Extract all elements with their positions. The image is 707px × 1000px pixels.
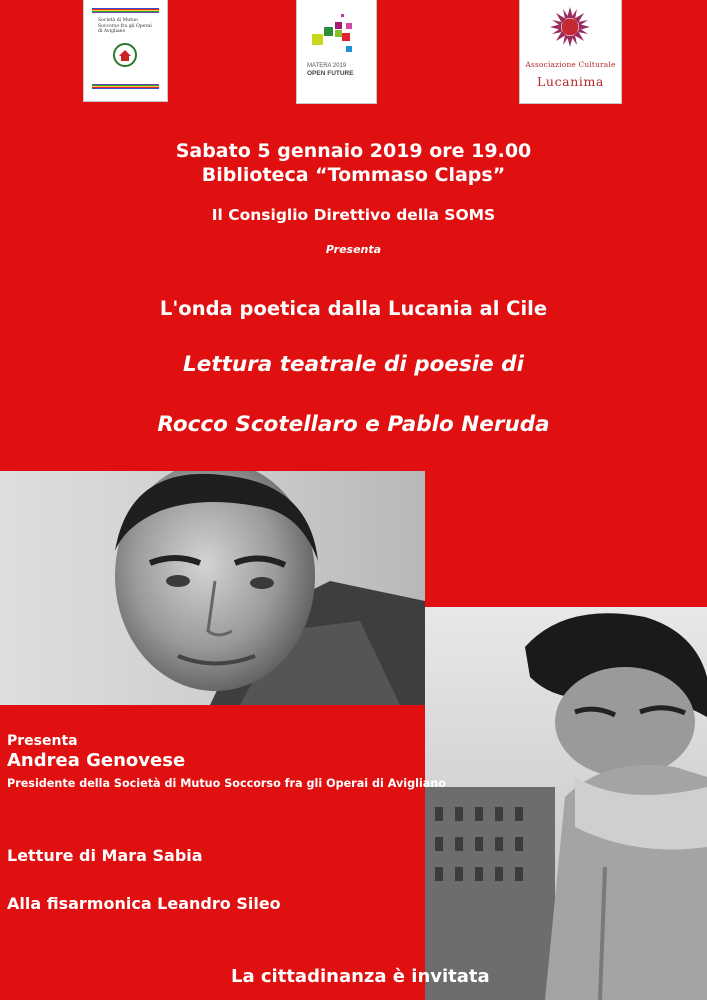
soms-logo xyxy=(84,0,167,101)
invitation-line: La cittadinanza è invitata xyxy=(231,966,490,987)
event-poets: Rocco Scotellaro e Pablo Neruda xyxy=(157,412,550,437)
scotellaro-portrait-image xyxy=(0,471,425,705)
neruda-photo xyxy=(425,607,707,1000)
soms-emblem-icon xyxy=(112,42,138,68)
presents-label: Presenta xyxy=(7,733,78,749)
host-role: Presidente della Società di Mutuo Soccorso fra gli Operai di Avigliano xyxy=(7,777,446,790)
neruda-portrait-image xyxy=(425,607,707,1000)
event-date: Sabato 5 gennaio 2019 ore 19.00 xyxy=(175,140,532,162)
lucanima-line-2: Lucanima xyxy=(537,74,604,89)
matera-line-1: MATERA 2019 xyxy=(307,63,347,69)
host-name: Andrea Genovese xyxy=(7,750,186,771)
scotellaro-photo xyxy=(0,471,425,705)
sun-icon xyxy=(549,6,591,48)
event-organizer: Il Consiglio Direttivo della SOMS xyxy=(211,206,496,224)
event-venue: Biblioteca “Tommaso Claps” xyxy=(201,164,506,186)
rainbow-stripe-top xyxy=(92,8,159,13)
presents-label-top: Presenta xyxy=(325,243,382,256)
rainbow-stripe-bottom xyxy=(92,84,159,89)
event-subtitle: Lettura teatrale di poesie di xyxy=(183,352,524,377)
matera-squares-icon xyxy=(311,14,363,58)
matera-2019-logo xyxy=(297,0,376,103)
lucanima-line-1: Associazione Culturale xyxy=(525,60,616,69)
event-title: L'onda poetica dalla Lucania al Cile xyxy=(159,297,548,320)
matera-line-2: OPEN FUTURE xyxy=(307,70,354,77)
soms-logo-text: Società di Mutuo Soccorso fra gli Operai di Avigliano xyxy=(98,18,152,34)
matera-caption xyxy=(307,63,354,77)
accordion-credit: Alla fisarmonica Leandro Sileo xyxy=(7,894,281,913)
lucanima-logo xyxy=(520,0,621,103)
reader-credit: Letture di Mara Sabia xyxy=(7,846,203,865)
